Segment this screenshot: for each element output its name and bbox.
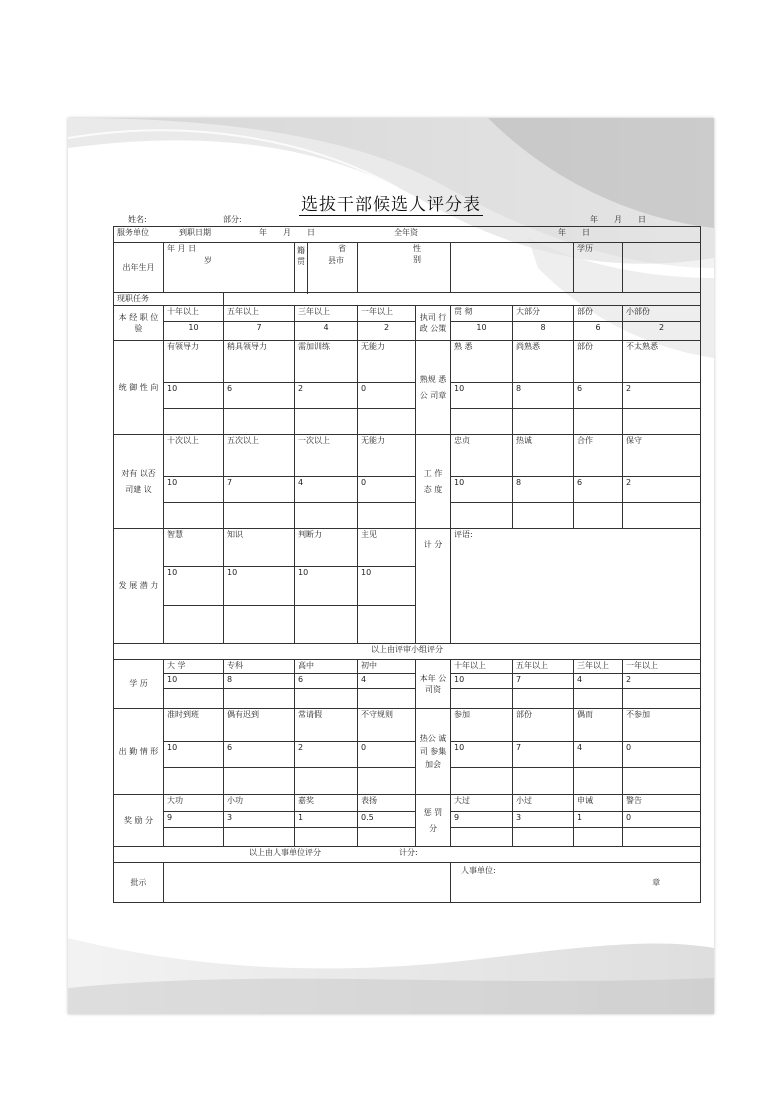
blank-cell bbox=[513, 409, 574, 435]
score-table bbox=[113, 226, 701, 903]
exp-score: 2 bbox=[358, 322, 416, 341]
blank-cell bbox=[224, 768, 295, 795]
activity-opt: 部份 bbox=[513, 709, 574, 742]
suggest-opt: 五次以上 bbox=[224, 435, 295, 477]
blank-cell bbox=[451, 828, 513, 847]
attend-opt: 不守规则 bbox=[358, 709, 416, 742]
blank-cell bbox=[451, 768, 513, 795]
rules-opt: 不太熟悉 bbox=[623, 341, 701, 383]
current-task-value bbox=[224, 293, 701, 306]
policy-opt: 部份 bbox=[574, 306, 623, 322]
comment-box: 评语: bbox=[451, 529, 701, 644]
score-label: 计 分 bbox=[416, 529, 451, 644]
form-sheet bbox=[68, 118, 714, 1014]
education-score-label: 学 历 bbox=[114, 660, 164, 709]
attitude-opt: 保守 bbox=[623, 435, 701, 477]
blank-cell bbox=[574, 409, 623, 435]
attitude-score: 8 bbox=[513, 477, 574, 503]
blank-cell bbox=[164, 688, 224, 708]
punish-opt: 大过 bbox=[451, 795, 513, 812]
attend-score: 10 bbox=[164, 741, 224, 768]
potential-label: 发 展 潜 力 bbox=[114, 529, 164, 644]
blank-cell bbox=[164, 768, 224, 795]
hr-note-row bbox=[114, 847, 701, 863]
suggest-score: 10 bbox=[164, 477, 224, 503]
reward-score: 9 bbox=[164, 811, 224, 828]
activity-opt: 参加 bbox=[451, 709, 513, 742]
blank-cell bbox=[224, 688, 295, 708]
form-title: 选拔干部候选人评分表 bbox=[301, 195, 481, 215]
row-service bbox=[114, 227, 701, 243]
service-unit-label: 服务单位 bbox=[117, 228, 149, 237]
exp-opt: 一年以上 bbox=[358, 306, 416, 322]
blank-cell bbox=[295, 688, 358, 708]
punish-score: 3 bbox=[513, 811, 574, 828]
potential-opt: 判断力 bbox=[295, 529, 358, 567]
attitude-opt: 热诚 bbox=[513, 435, 574, 477]
reward-opt: 表扬 bbox=[358, 795, 416, 812]
blank-cell bbox=[358, 409, 416, 435]
province-label: 省 bbox=[338, 244, 346, 253]
lead-score: 2 bbox=[295, 383, 358, 409]
senior-score: 7 bbox=[513, 674, 574, 688]
policy-score: 2 bbox=[623, 322, 701, 341]
policy-score: 6 bbox=[574, 322, 623, 341]
blank-cell bbox=[574, 688, 623, 708]
edu-opt: 初中 bbox=[358, 660, 416, 674]
hr-score-label: 计分: bbox=[399, 848, 418, 857]
attitude-score: 2 bbox=[623, 477, 701, 503]
rules-opt: 部份 bbox=[574, 341, 623, 383]
stamp-label: 章 bbox=[652, 878, 661, 887]
rules-label: 熟规 悉 公 司章 bbox=[416, 341, 451, 435]
suggestion-label: 对有 以否 司建 议 bbox=[114, 435, 164, 529]
policy-opt: 贯 彻 bbox=[451, 306, 513, 322]
attend-score: 6 bbox=[224, 741, 295, 768]
date-label: 年 月 日 bbox=[590, 215, 646, 224]
age-label: 岁 bbox=[204, 256, 212, 265]
county-label: 县市 bbox=[328, 256, 344, 265]
exp-score: 7 bbox=[224, 322, 295, 341]
attitude-label: 工 作 态 度 bbox=[416, 435, 451, 529]
attend-opt: 常请假 bbox=[295, 709, 358, 742]
leadership-label: 统 御 性 向 bbox=[114, 341, 164, 435]
blank-cell bbox=[623, 503, 701, 529]
lead-score: 10 bbox=[164, 383, 224, 409]
lead-score: 6 bbox=[224, 383, 295, 409]
potential-opt: 智慧 bbox=[164, 529, 224, 567]
education-value bbox=[623, 243, 701, 293]
hr-note: 以上由人事单位评分 bbox=[249, 848, 321, 857]
punish-score: 9 bbox=[451, 811, 513, 828]
dept-label: 部分: bbox=[223, 215, 242, 224]
blank-cell bbox=[451, 688, 513, 708]
rules-opt: 熟 悉 bbox=[451, 341, 513, 383]
suggest-opt: 一次以上 bbox=[295, 435, 358, 477]
edu-score: 8 bbox=[224, 674, 295, 688]
education-label: 学历 bbox=[574, 243, 623, 293]
policy-score: 10 bbox=[451, 322, 513, 341]
attendance-label: 出 勤 情 形 bbox=[114, 709, 164, 795]
reward-label: 奖 励 分 bbox=[114, 795, 164, 847]
blank-cell bbox=[358, 828, 416, 847]
senior-opt: 十年以上 bbox=[451, 660, 513, 674]
attend-opt: 偶有迟到 bbox=[224, 709, 295, 742]
edu-opt: 大 学 bbox=[164, 660, 224, 674]
rules-score: 8 bbox=[513, 383, 574, 409]
attitude-opt: 忠贞 bbox=[451, 435, 513, 477]
hr-unit-box bbox=[451, 863, 701, 903]
rules-score: 2 bbox=[623, 383, 701, 409]
exp-score: 4 bbox=[295, 322, 358, 341]
birth-label: 出年生月 bbox=[114, 243, 164, 293]
senior-score: 10 bbox=[451, 674, 513, 688]
sex-label: 性别 bbox=[413, 244, 421, 264]
sex-value bbox=[451, 243, 574, 293]
senior-score: 2 bbox=[623, 674, 701, 688]
birth-value bbox=[164, 243, 295, 293]
potential-opt: 主见 bbox=[358, 529, 416, 567]
reward-score: 0.5 bbox=[358, 811, 416, 828]
blank-cell bbox=[295, 768, 358, 795]
activity-label: 热公 诚司 参集 加会 bbox=[416, 709, 451, 795]
senior-opt: 三年以上 bbox=[574, 660, 623, 674]
policy-label: 执司 行 政 公策 bbox=[416, 306, 451, 341]
enter-date-value: 年 月 日 bbox=[259, 228, 315, 237]
lead-opt: 无能力 bbox=[358, 341, 416, 383]
blank-cell bbox=[224, 828, 295, 847]
lead-score: 0 bbox=[358, 383, 416, 409]
attend-score: 2 bbox=[295, 741, 358, 768]
policy-score: 8 bbox=[513, 322, 574, 341]
activity-score: 10 bbox=[451, 741, 513, 768]
lead-opt: 稍具领导力 bbox=[224, 341, 295, 383]
policy-opt: 大部分 bbox=[513, 306, 574, 322]
policy-opt: 小部份 bbox=[623, 306, 701, 322]
blank-cell bbox=[513, 688, 574, 708]
blank-cell bbox=[623, 688, 701, 708]
blank-cell bbox=[623, 768, 701, 795]
experience-label: 本 经 职 位 验 bbox=[114, 306, 164, 341]
blank-cell bbox=[451, 409, 513, 435]
blank-cell bbox=[574, 828, 623, 847]
hr-unit-label: 人事单位: bbox=[461, 866, 496, 875]
reward-opt: 嘉奖 bbox=[295, 795, 358, 812]
exp-opt: 十年以上 bbox=[164, 306, 224, 322]
blank-cell bbox=[574, 768, 623, 795]
potential-score: 10 bbox=[295, 567, 358, 605]
activity-opt: 偶而 bbox=[574, 709, 623, 742]
blank-cell bbox=[358, 605, 416, 643]
blank-cell bbox=[358, 768, 416, 795]
reward-score: 1 bbox=[295, 811, 358, 828]
suggest-opt: 十次以上 bbox=[164, 435, 224, 477]
blank-cell bbox=[623, 409, 701, 435]
punish-opt: 小过 bbox=[513, 795, 574, 812]
province-cell bbox=[328, 243, 451, 293]
exp-opt: 五年以上 bbox=[224, 306, 295, 322]
blank-cell bbox=[358, 688, 416, 708]
punish-score: 0 bbox=[623, 811, 701, 828]
reward-opt: 小功 bbox=[224, 795, 295, 812]
rules-opt: 尚熟悉 bbox=[513, 341, 574, 383]
approval-box bbox=[164, 863, 451, 903]
blank-cell bbox=[623, 828, 701, 847]
blank-cell bbox=[164, 828, 224, 847]
exp-opt: 三年以上 bbox=[295, 306, 358, 322]
edu-opt: 高中 bbox=[295, 660, 358, 674]
edu-score: 4 bbox=[358, 674, 416, 688]
suggest-score: 0 bbox=[358, 477, 416, 503]
attend-opt: 准时到班 bbox=[164, 709, 224, 742]
punish-opt: 警告 bbox=[623, 795, 701, 812]
attitude-opt: 合作 bbox=[574, 435, 623, 477]
senior-opt: 一年以上 bbox=[623, 660, 701, 674]
blank-cell bbox=[164, 409, 224, 435]
rules-score: 10 bbox=[451, 383, 513, 409]
seniority-label: 全年资 bbox=[394, 228, 418, 237]
rules-score: 6 bbox=[574, 383, 623, 409]
punish-score: 1 bbox=[574, 811, 623, 828]
blank-cell bbox=[224, 503, 295, 529]
name-label: 姓名: bbox=[128, 215, 147, 224]
punish-opt: 申诫 bbox=[574, 795, 623, 812]
enter-date-label: 到职日期 bbox=[179, 228, 211, 237]
senior-opt: 五年以上 bbox=[513, 660, 574, 674]
potential-score: 10 bbox=[358, 567, 416, 605]
origin-cell bbox=[295, 243, 358, 293]
blank-cell bbox=[513, 768, 574, 795]
activity-score: 7 bbox=[513, 741, 574, 768]
current-task-label: 现职任务 bbox=[114, 293, 224, 306]
origin-label: 籍贯 bbox=[295, 243, 308, 294]
potential-score: 10 bbox=[164, 567, 224, 605]
activity-score: 4 bbox=[574, 741, 623, 768]
blank-cell bbox=[224, 605, 295, 643]
group-note: 以上由评审小组评分 bbox=[114, 644, 701, 660]
seniority-score-label: 本年 公 司资 bbox=[416, 660, 451, 709]
reward-score: 3 bbox=[224, 811, 295, 828]
edu-opt: 专科 bbox=[224, 660, 295, 674]
potential-score: 10 bbox=[224, 567, 295, 605]
exp-score: 10 bbox=[164, 322, 224, 341]
blank-cell bbox=[513, 503, 574, 529]
suggest-score: 4 bbox=[295, 477, 358, 503]
blank-cell bbox=[224, 409, 295, 435]
lead-opt: 有领导力 bbox=[164, 341, 224, 383]
potential-opt: 知识 bbox=[224, 529, 295, 567]
blank-cell bbox=[358, 503, 416, 529]
blank-cell bbox=[295, 828, 358, 847]
seniority-date: 年 日 bbox=[558, 228, 590, 237]
blank-cell bbox=[295, 409, 358, 435]
blank-cell bbox=[513, 828, 574, 847]
blank-cell bbox=[164, 503, 224, 529]
blank-cell bbox=[295, 503, 358, 529]
edu-score: 6 bbox=[295, 674, 358, 688]
attitude-score: 10 bbox=[451, 477, 513, 503]
attitude-score: 6 bbox=[574, 477, 623, 503]
blank-cell bbox=[574, 503, 623, 529]
edu-score: 10 bbox=[164, 674, 224, 688]
suggest-score: 7 bbox=[224, 477, 295, 503]
senior-score: 4 bbox=[574, 674, 623, 688]
suggest-opt: 无能力 bbox=[358, 435, 416, 477]
birth-date-text: 年 月 日 bbox=[167, 244, 197, 253]
activity-score: 0 bbox=[623, 741, 701, 768]
blank-cell bbox=[451, 503, 513, 529]
approval-label: 批示 bbox=[114, 863, 164, 903]
blank-cell bbox=[164, 605, 224, 643]
reward-opt: 大功 bbox=[164, 795, 224, 812]
lead-opt: 需加训练 bbox=[295, 341, 358, 383]
punish-label: 惩 罚 分 bbox=[416, 795, 451, 847]
attend-score: 0 bbox=[358, 741, 416, 768]
blank-cell bbox=[295, 605, 358, 643]
activity-opt: 不参加 bbox=[623, 709, 701, 742]
